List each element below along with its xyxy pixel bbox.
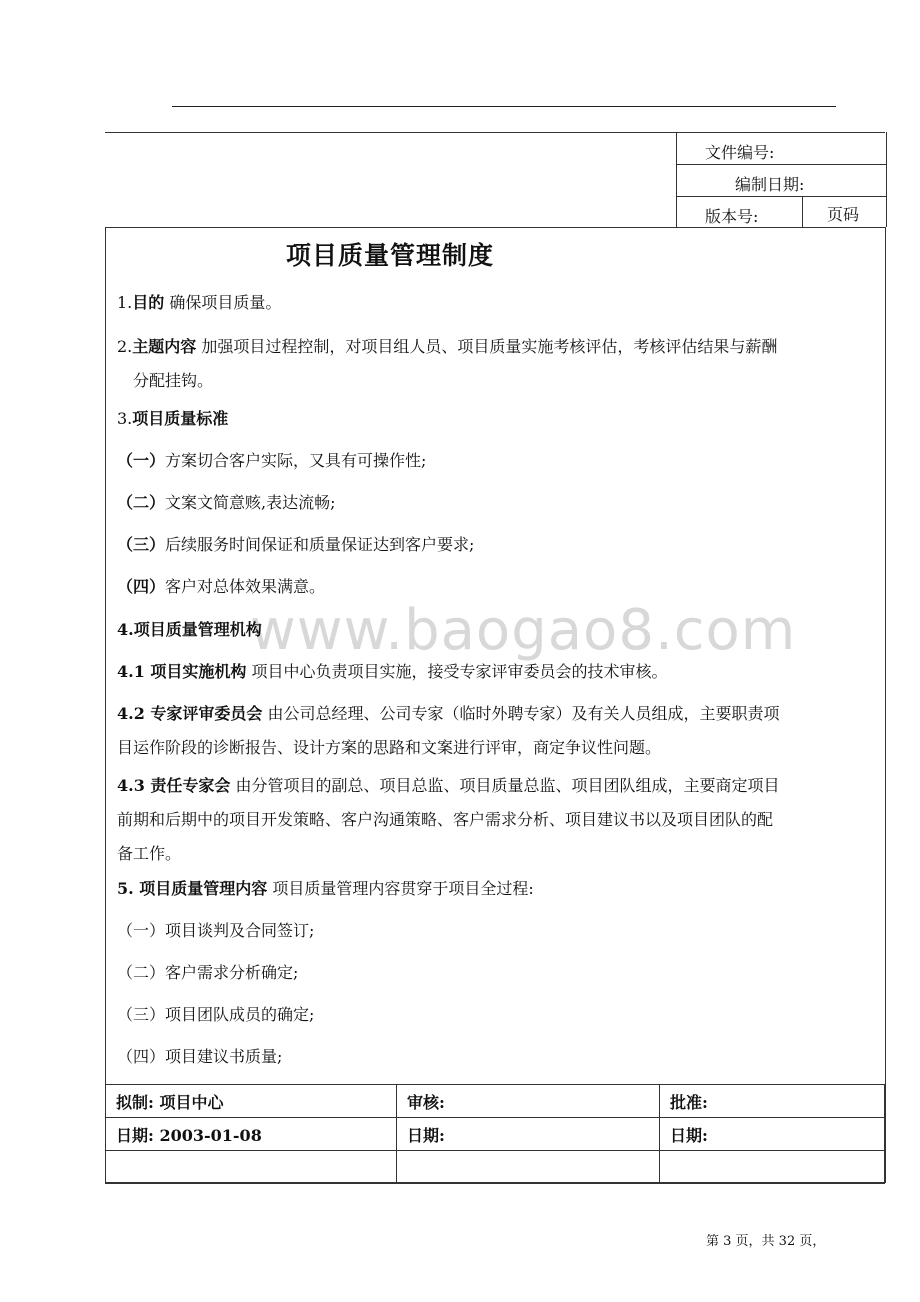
section-4-1-text: 项目中心负责项目实施，接受专家评审委员会的技术审核。 <box>246 662 668 681</box>
section-4-2-continuation: 目运作阶段的诊断报告、设计方案的思路和文案进行评审，商定争议性问题。 <box>117 738 662 757</box>
document-meta-box <box>676 132 887 227</box>
section-1-text: 确保项目质量。 <box>164 293 282 312</box>
section-3-item <box>117 444 882 478</box>
signoff-table <box>105 1084 885 1184</box>
page-footer: 第 3 页，共 32 页， <box>706 1234 826 1249</box>
section-4-3-continuation-1: 前期和后期中的项目开发策略、客户沟通策略、客户需求分析、项目建议书以及项目团队的配 <box>117 810 774 829</box>
section-1-head: 目的 <box>132 293 165 312</box>
item-num: （二） <box>117 493 166 512</box>
section-4-3-continuation-2: 备工作。 <box>117 844 182 863</box>
meta-row-date <box>677 164 886 197</box>
draft-date-cell: 日期: 2003-01-08 <box>106 1118 397 1151</box>
section-1-num: 1. <box>117 293 133 312</box>
document-title: 项目质量管理制度 <box>285 241 494 270</box>
watermark: www.baogao8.com <box>250 598 797 663</box>
section-2-num: 2. <box>117 337 133 356</box>
review-date-cell: 日期: <box>397 1118 660 1151</box>
review-cell: 审核: <box>397 1085 660 1118</box>
item-num: （四） <box>117 577 166 596</box>
section-4-1 <box>117 655 882 689</box>
section-1 <box>117 286 882 320</box>
approve-date-cell: 日期: <box>660 1118 885 1151</box>
blank-cell <box>106 1151 397 1184</box>
section-4-3-text: 由分管项目的副总、项目总监、项目质量总监、项目团队组成，主要商定项目 <box>230 776 780 795</box>
page-label: 页码 <box>827 205 860 224</box>
meta-divider <box>802 196 803 227</box>
item-num: （三） <box>117 535 166 554</box>
section-4 <box>117 613 882 647</box>
section-5-item: （二）客户需求分析确定; <box>117 963 299 982</box>
section-3 <box>117 402 882 436</box>
section-3-item <box>117 528 882 562</box>
section-2-continuation: 分配挂钩。 <box>133 371 214 390</box>
section-4-2 <box>117 697 882 765</box>
item-text: 文案文简意赅,表达流畅; <box>165 493 336 512</box>
blank-cell <box>660 1151 885 1184</box>
section-2 <box>117 330 882 398</box>
section-3-item <box>117 570 882 604</box>
section-2-head: 主题内容 <box>132 337 197 356</box>
section-5-item: （四）项目建议书质量; <box>117 1047 283 1066</box>
item-text: 后续服务时间保证和质量保证达到客户要求; <box>165 535 475 554</box>
section-2-text: 加强项目过程控制，对项目组人员、项目质量实施考核评估，考核评估结果与薪酬 <box>196 337 778 356</box>
draft-cell: 拟制: 项目中心 <box>106 1085 397 1118</box>
item-text: 方案切合客户实际，又具有可操作性; <box>165 451 427 470</box>
item-text: 客户对总体效果满意。 <box>165 577 326 596</box>
section-5-item: （三）项目团队成员的确定; <box>117 1005 315 1024</box>
section-4-2-head: 4.2 专家评审委员会 <box>117 704 263 723</box>
section-5-item: （一）项目谈判及合同签订; <box>117 921 315 940</box>
signoff-row <box>106 1085 885 1118</box>
section-5 <box>117 872 882 906</box>
section-5-head: 5. 项目质量管理内容 <box>117 879 268 898</box>
section-4-2-text: 由公司总经理、公司专家（临时外聘专家）及有关人员组成，主要职责项 <box>262 704 780 723</box>
meta-row-version <box>677 196 886 227</box>
section-4-head: 4.项目质量管理机构 <box>117 620 262 639</box>
section-4-3 <box>117 769 882 871</box>
section-4-3-head: 4.3 责任专家会 <box>117 776 231 795</box>
date-label: 编制日期: <box>735 175 805 194</box>
section-3-head: 项目质量标准 <box>132 409 229 428</box>
section-5-text: 项目质量管理内容贯穿于项目全过程: <box>267 879 534 898</box>
section-3-num: 3. <box>117 409 133 428</box>
meta-row-file-no <box>677 132 886 165</box>
file-no-label: 文件编号: <box>705 143 775 162</box>
item-num: （一） <box>117 451 166 470</box>
section-3-item <box>117 486 882 520</box>
version-label: 版本号: <box>705 207 759 226</box>
signoff-date-row <box>106 1118 885 1151</box>
blank-cell <box>397 1151 660 1184</box>
header-rule <box>172 106 836 107</box>
signoff-blank-row <box>106 1151 885 1184</box>
approve-cell: 批准: <box>660 1085 885 1118</box>
section-4-1-head: 4.1 项目实施机构 <box>117 662 247 681</box>
